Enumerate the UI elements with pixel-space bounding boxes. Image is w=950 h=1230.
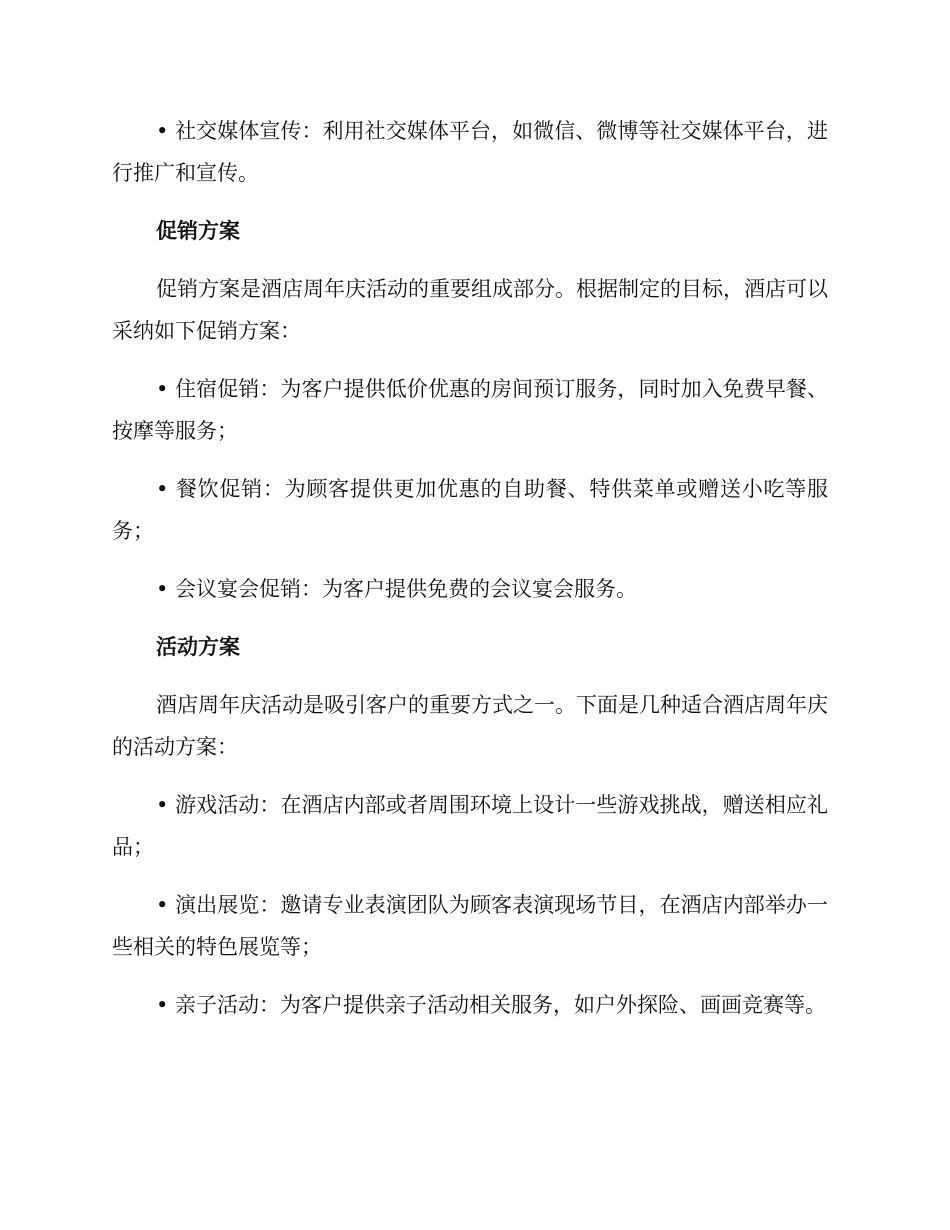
family-activity-bullet: • 亲子活动：为客户提供亲子活动相关服务，如户外探险、画画竞赛等。	[156, 993, 827, 1017]
activity-intro: 酒店周年庆活动是吸引客户的重要方式之一。下面是几种适合酒店周年庆的活动方案：	[112, 693, 828, 759]
performance-exhibition-bullet: • 演出展览：邀请专业表演团队为顾客表演现场节目，在酒店内部举办一些相关的特色展览等；	[112, 893, 828, 959]
promotion-heading: 促销方案	[156, 219, 240, 243]
promotion-intro: 促销方案是酒店周年庆活动的重要组成部分。根据制定的目标，酒店可以采纳如下促销方案：	[112, 277, 828, 343]
social-media-bullet: • 社交媒体宣传：利用社交媒体平台，如微信、微博等社交媒体平台，进行推广和宣传。	[112, 119, 828, 185]
lodging-promotion-bullet: • 住宿促销：为客户提供低价优惠的房间预订服务，同时加入免费早餐、按摩等服务；	[112, 377, 828, 443]
game-activity-bullet: • 游戏活动：在酒店内部或者周围环境上设计一些游戏挑战，赠送相应礼品；	[112, 793, 828, 859]
document-page	[112, 110, 828, 1042]
activity-heading: 活动方案	[156, 635, 240, 659]
banquet-promotion-bullet: • 会议宴会促销：为客户提供免费的会议宴会服务。	[156, 577, 638, 601]
dining-promotion-bullet: • 餐饮促销：为顾客提供更加优惠的自助餐、特供菜单或赠送小吃等服务；	[112, 477, 828, 543]
